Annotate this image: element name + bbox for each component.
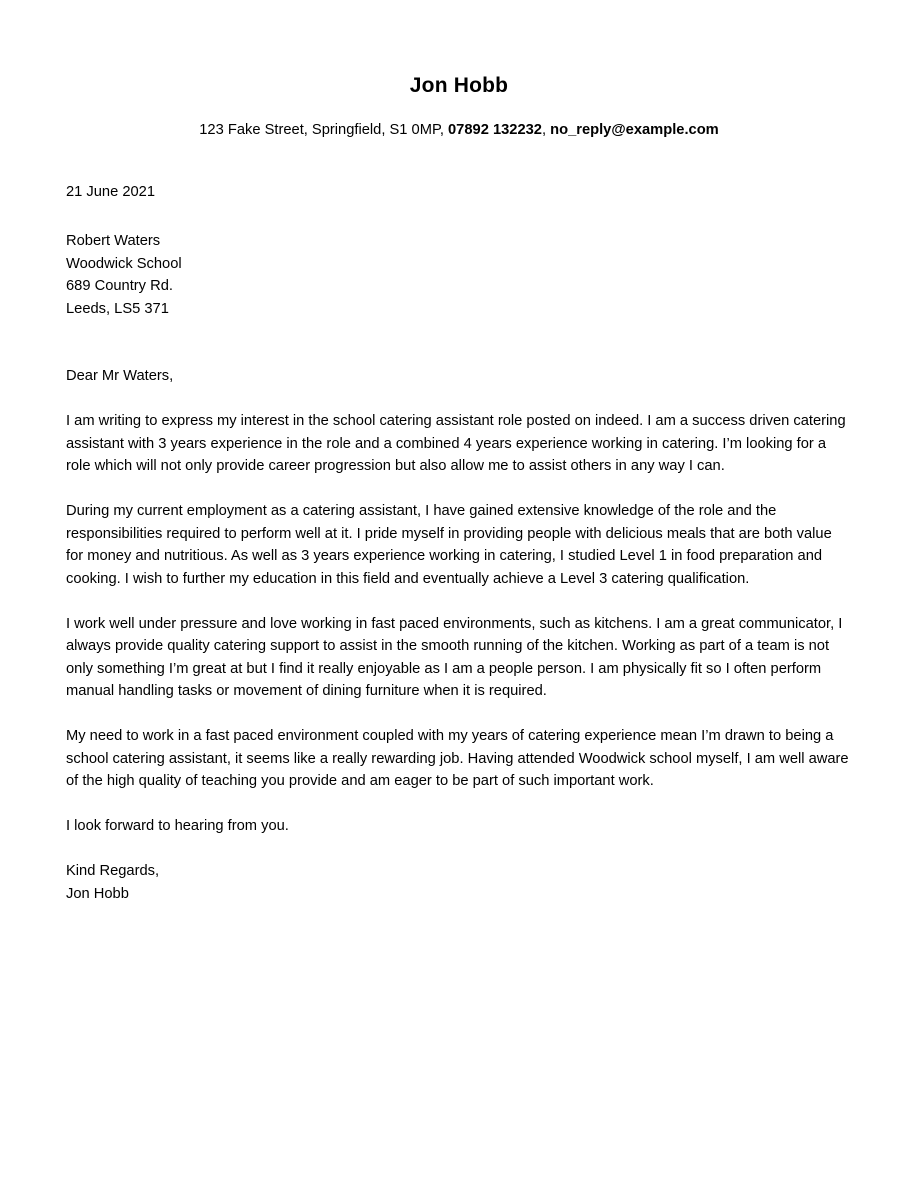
body-paragraph-4: My need to work in a fast paced environment coupled with my years of catering experience mean I’m drawn to being a school catering assistant, it seems like a really rewarding job. Having attended Woodwick school myself, I am well aware of the high quality of teaching you provide and am eager to be part of such important work. bbox=[66, 728, 849, 789]
recipient-organization: Woodwick School bbox=[66, 255, 182, 272]
letter-date: 21 June 2021 bbox=[66, 183, 156, 200]
contact-email: no_reply@example.com bbox=[550, 122, 719, 138]
closing-line: I look forward to hearing from you. bbox=[66, 818, 289, 834]
letter-author-name: Jon Hobb bbox=[409, 74, 509, 97]
signature: Jon Hobb bbox=[66, 885, 129, 902]
recipient-city: Leeds, LS5 371 bbox=[66, 300, 169, 317]
contact-phone: 07892 132232 bbox=[448, 122, 542, 138]
recipient-street: 689 Country Rd. bbox=[66, 278, 173, 294]
letter-content bbox=[0, 73, 918, 905]
contact-address: 123 Fake Street, Springfield, S1 0MP, bbox=[199, 122, 449, 138]
body-paragraph-3: I work well under pressure and love working in fast paced environments, such as kitchens. I am a great communicator, I always provide quality catering support to assist in the smooth running of the kitchen. Working as part of a team is not only something I’m great at but I find it really enjoyable as I am a people person. I am physically fit so I often perform manual handling tasks or movement of dining furniture when it is required. bbox=[66, 615, 843, 699]
contact-line bbox=[66, 119, 852, 142]
signoff: Kind Regards, bbox=[66, 863, 160, 879]
recipient-address-block bbox=[66, 230, 852, 320]
recipient-name: Robert Waters bbox=[66, 233, 161, 249]
signoff-block bbox=[66, 860, 852, 905]
salutation: Dear Mr Waters, bbox=[66, 368, 174, 384]
body-paragraph-2: During my current employment as a catering assistant, I have gained extensive knowledge of the role and the responsibilities required to perform well at it. I pride myself in providing people with delicious meals that are both value for money and nutritious. As well as 3 years experience working in catering, I studied Level 1 in food preparation and cooking. I wish to further my education in this field and eventually achieve a Level 3 catering qualification. bbox=[66, 503, 832, 587]
body-paragraph-1: I am writing to express my interest in the school catering assistant role posted on indeed. I am a success driven catering assistant with 3 years experience in the role and a combined 4 years experience working in catering. I’m looking for a role which will not only provide career progression but also allow me to assist others in any way I can. bbox=[66, 413, 846, 474]
contact-separator: , bbox=[541, 122, 551, 138]
